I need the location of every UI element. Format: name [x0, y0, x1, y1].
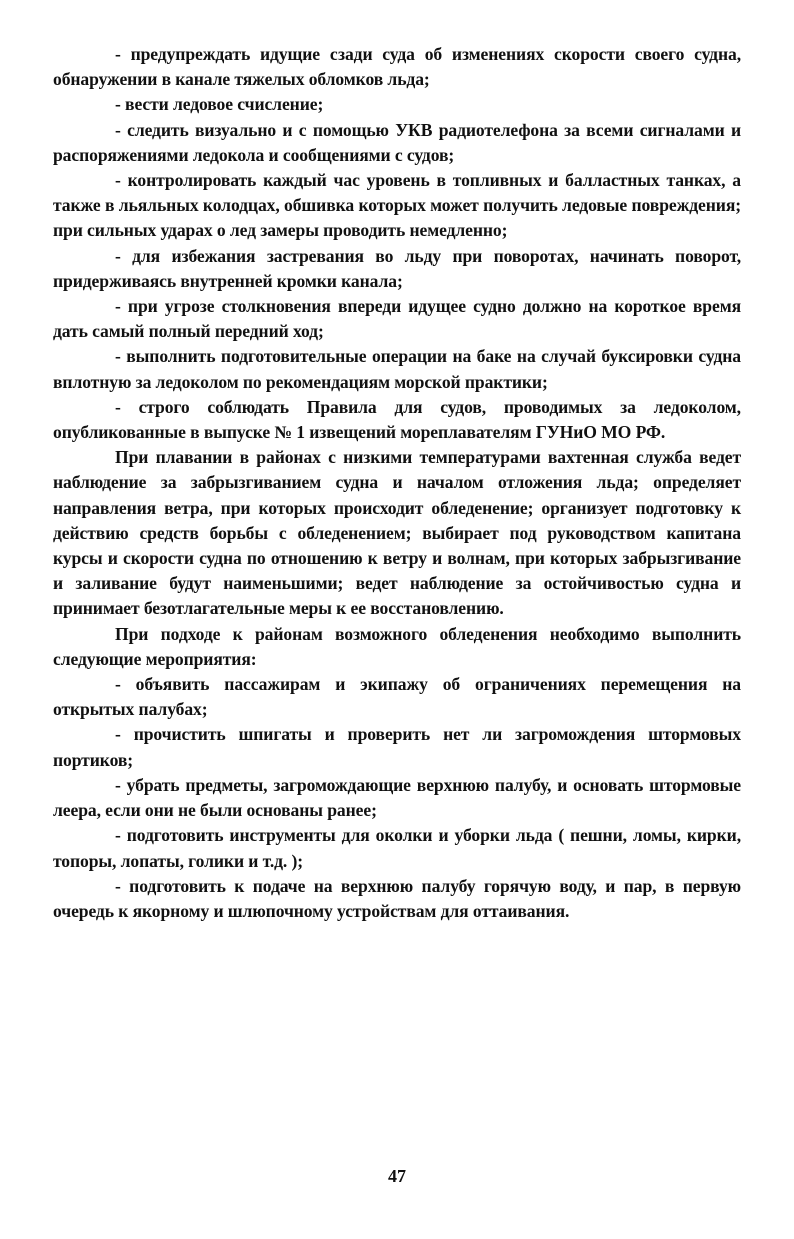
page-number: 47: [388, 1166, 406, 1186]
paragraph: - следить визуально и с помощью УКВ радиотелефона за всеми сигналами и распоряжениями ледокола и сообщениями с судов;: [53, 119, 741, 165]
paragraph: При подходе к районам возможного обледенения необходимо выполнить следующие мероприятия:: [53, 623, 741, 669]
paragraph: - для избежания застревания во льду при поворотах, начинать поворот, придерживаясь внутренней кромки канала;: [53, 245, 741, 291]
paragraph: - подготовить к подаче на верхнюю палубу горячую воду, и пар, в первую очередь к якорному и шлюпочному устройствам для оттаивания.: [53, 875, 741, 921]
paragraph: - контролировать каждый час уровень в топливных и балластных танках, а также в льяльных колодцах, обшивка которых может получить ледовые повреждения; при сильных ударах о лед замеры проводить немедленно;: [53, 170, 741, 241]
paragraph: - убрать предметы, загромождающие верхнюю палубу, и основать штормовые леера, если они не были основаны ранее;: [53, 774, 741, 821]
paragraph: - строго соблюдать Правила для судов, проводимых за ледоколом, опубликованные в выпуске № 1 извещений мореплавателям ГУНиО МО РФ.: [53, 396, 741, 443]
paragraph: - выполнить подготовительные операции на баке на случай буксировки судна вплотную за ледоколом по рекомендациям морской практики;: [53, 346, 741, 392]
page-body: [53, 42, 741, 924]
paragraph: При плавании в районах с низкими температурами вахтенная служба ведет наблюдение за забрызгиванием судна и началом отложения льда; определяет направления ветра, при которых происходит обледенение; организует подготовку к действию средств борьбы с обледенением; выбирает под руководством капитана курсы и скорости судна по отношению к ветру и волнам, при которых забрызгивание и заливание будут наименьшими; ведет наблюдение за остойчивостью судна и принимает безотлагательные меры к ее восстановлению.: [53, 447, 741, 619]
paragraph: - подготовить инструменты для околки и уборки льда ( пешни, ломы, кирки, топоры, лопаты, голики и т.д. );: [53, 825, 741, 871]
paragraph: - объявить пассажирам и экипажу об ограничениях перемещения на открытых палубах;: [53, 674, 741, 720]
paragraph: - при угрозе столкновения впереди идущее судно должно на короткое время дать самый полный передний ход;: [53, 296, 741, 342]
paragraph: - прочистить шпигаты и проверить нет ли загромождения штормовых портиков;: [53, 724, 741, 770]
paragraph: - предупреждать идущие сзади суда об изменениях скорости своего судна, обнаружении в канале тяжелых обломков льда;: [53, 44, 741, 90]
paragraph: - вести ледовое счисление;: [115, 94, 324, 115]
